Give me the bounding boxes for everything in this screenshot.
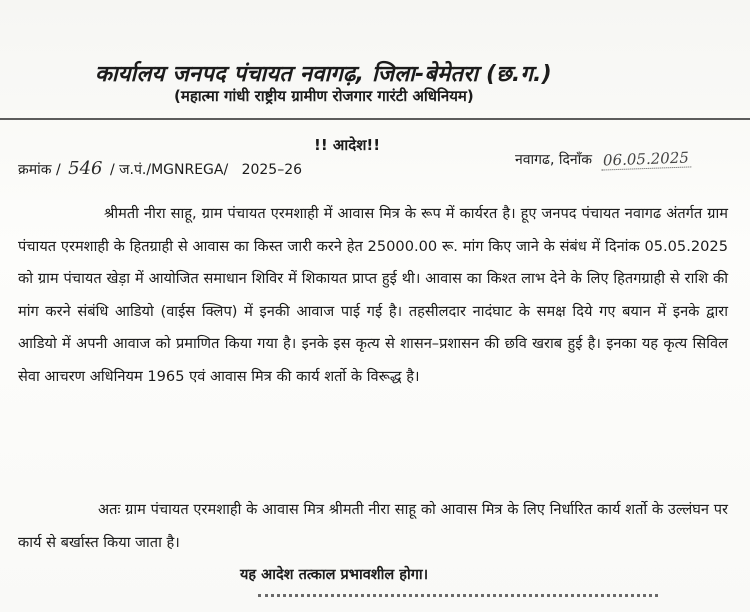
ref-number-handwritten: 546 bbox=[68, 158, 103, 179]
order-heading: !! आदेश!! bbox=[314, 136, 381, 154]
ref-office-code: ज.पं./MGNREGA/ bbox=[119, 162, 229, 178]
ref-label: क्रमांक bbox=[18, 162, 52, 178]
place-date bbox=[515, 150, 690, 169]
order-paragraph-1: श्रीमती नीरा साहू, ग्राम पंचायत एरमशाही में आवास मित्र के रूप में कार्यरत है। हूए जनपद पंचायत नवागढ अंतर्गत ग्राम पंचायत एरमशाही के हितग्राही से आवास का किस्त जारी करने हेत 25000.00 रू. मांग किए जाने के संबंध में दिनांक 05.05.2025 को ग्राम पंचायत खेड़ा में आयोजित समाधान शिविर में शिकायत प्राप्त हुई थी। आवास का किश्त लाभ देने के लिए हितगग्राही से राशि की मांग करने संबंधि आडियो (वाईस क्लिप) में इनकी आवाज पाई गई है। तहसीलदार नादंघाट के समक्ष दिये गए बयान में इनके द्वारा आडियो में अपनी आवाज को प्रमाणित किया गया है। इनके इस कृत्य से शासन–प्रशासन की छवि खराब हुई है। इनका यह कृत्य सिविल सेवा आचरण अधिनियम 1965 एवं आवास मित्र की कार्य शर्तो के विरूद्ध है। bbox=[18, 205, 728, 385]
header-divider bbox=[0, 118, 750, 120]
ref-separator: / bbox=[109, 162, 115, 178]
date-handwritten: 06.05.2025 bbox=[600, 148, 690, 170]
office-subtitle: (महात्मा गांधी राष्ट्रीय ग्रामीण रोजगार गारंटी अधिनियम) bbox=[174, 87, 474, 105]
ref-year: 2025–26 bbox=[241, 162, 303, 178]
signature-dotted-line bbox=[258, 594, 658, 597]
office-title: कार्यालय जनपद पंचायत नवागढ़, जिला-बेमेतरा (छ.ग.) bbox=[95, 62, 552, 87]
reference-number bbox=[18, 158, 302, 179]
order-paragraph-2: अतः ग्राम पंचायत एरमशाही के आवास मित्र श्रीमती नीरा साहू को आवास मित्र के लिए निर्धारित कार्य शर्तो के उल्लंघन पर कार्य से बर्खास्त किया जाता है। bbox=[18, 501, 728, 551]
order-closing-statement: यह आदेश तत्काल प्रभावशील होगा। bbox=[240, 567, 429, 583]
place-date-label: नवागढ, दिनाँक bbox=[515, 152, 593, 168]
ref-separator: / bbox=[55, 162, 61, 178]
